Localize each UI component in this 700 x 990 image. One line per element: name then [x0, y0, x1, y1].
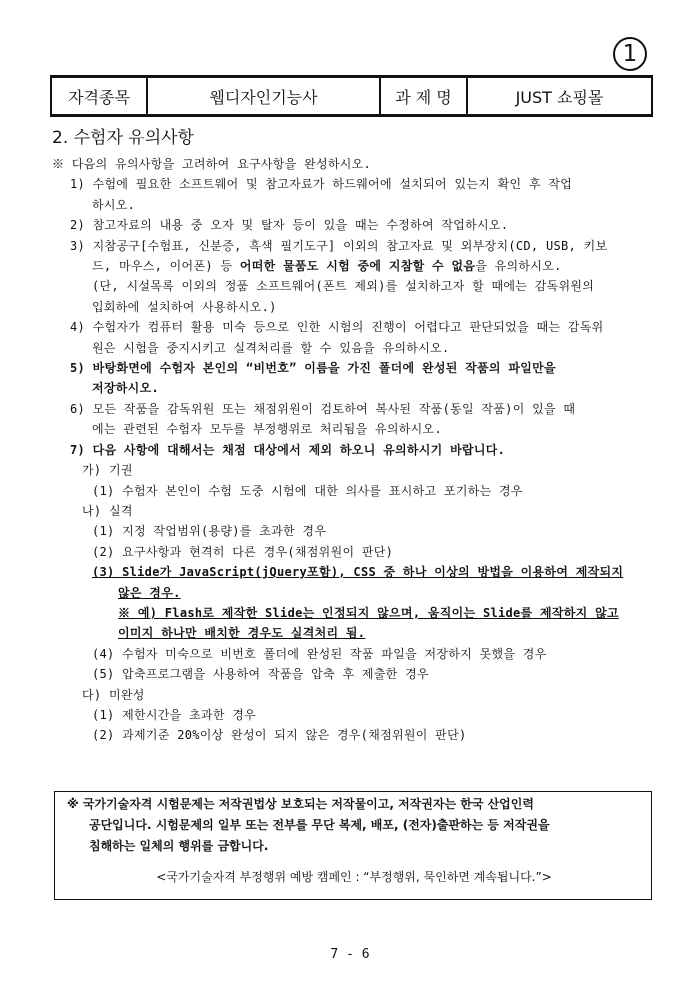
item-7: 7) 다음 사항에 대해서는 채점 대상에서 제외 하오니 유의하시기 바랍니다.	[70, 442, 506, 457]
item-4: 4) 수험자가 컴퓨터 활용 미숙 등으로 인한 시험의 진행이 어렵다고 판단되었을 때는 감독위	[70, 320, 604, 335]
sub-na-3-cont: 않은 경우.	[118, 585, 181, 600]
item-4-cont: 원은 시험을 중지시키고 실격처리를 할 수 있음을 유의하시오.	[92, 340, 450, 355]
sub-na-4: (4) 수험자 미숙으로 비번호 폴더에 완성된 작품 파일을 저장하지 못했을 경우	[92, 646, 547, 661]
item-3-note-cont: 입회하에 설치하여 사용하시오.)	[92, 299, 277, 314]
campaign-line: <국가기술자격 부정행위 예방 캠페인 : “부정행위, 묵인하면 계속됩니다.”>	[156, 870, 552, 884]
sub-da-2: (2) 과제기준 20%이상 완성이 되지 않은 경우(채점위원이 판단)	[92, 728, 467, 743]
item-1-cont: 하시오.	[92, 197, 136, 212]
sub-na-2: (2) 요구사항과 현격히 다른 경우(채점위원이 판단)	[92, 544, 394, 559]
sub-na-3-example: ※ 예) Flash로 제작한 Slide는 인정되지 않으며, 움직이는 Slide를 제작하지 않고	[118, 605, 619, 620]
item-6-cont: 에는 관련된 수험자 모두를 부정행위로 처리됨을 유의하시오.	[92, 422, 442, 437]
item-3-note: (단, 시설목록 이외의 정품 소프트웨어(폰트 제외)를 설치하고자 할 때에는 감독위원의	[92, 279, 595, 294]
task-label: 과 제 명	[380, 77, 467, 116]
sub-na-5: (5) 압축프로그램을 사용하여 작품을 압축 후 제출한 경우	[92, 667, 429, 682]
sub-ga-1: (1) 수험자 본인이 수험 도중 시험에 대한 의사를 표시하고 포기하는 경우	[92, 483, 523, 498]
copyright-notice-box	[54, 791, 652, 900]
item-2: 2) 참고자료의 내용 중 오자 및 탈자 등이 있을 때는 수정하여 작업하시오.	[70, 218, 509, 233]
section-title: 2. 수험자 유의사항	[52, 128, 194, 148]
item-5: 5) 바탕화면에 수험자 본인의 “비번호” 이름을 가진 폴더에 완성된 작품의 파일만을	[70, 361, 556, 376]
notice-line-3: 침해하는 일체의 행위를 금합니다.	[89, 839, 269, 853]
intro-line: ※ 다음의 유의사항을 고려하여 요구사항을 완성하시오.	[52, 157, 372, 171]
qualification-label: 자격종목	[51, 77, 147, 116]
sub-heading-ga: 가) 기권	[82, 463, 133, 478]
page-marker: 1	[613, 37, 647, 71]
task-value: JUST 쇼핑몰	[467, 77, 652, 116]
item-1: 1) 수험에 필요한 소프트웨어 및 참고자료가 하드웨어에 설치되어 있는지 확인 후 작업	[70, 177, 573, 192]
sub-na-3-example-cont: 이미지 하나만 배치한 경우도 실격처리 됨.	[118, 626, 366, 641]
notice-line-2: 공단입니다. 시험문제의 일부 또는 전부를 무단 복제, 배포, (전자)출판하는 등 저작권을	[89, 818, 550, 832]
notice-line-1: ※ 국가기술자격 시험문제는 저작권법상 보호되는 저작물이고, 저작권자는 한국 산업인력	[67, 797, 534, 811]
exam-header-table	[50, 75, 653, 117]
page-number: 7 - 6	[330, 947, 370, 962]
item-5-cont: 저장하시오.	[92, 381, 159, 396]
sub-da-1: (1) 제한시간을 초과한 경우	[92, 707, 257, 722]
sub-heading-da: 다) 미완성	[82, 687, 145, 702]
sub-na-1: (1) 지정 작업범위(용량)를 초과한 경우	[92, 524, 327, 539]
item-6: 6) 모든 작품을 감독위원 또는 채점위원이 검토하여 복사된 작품(동일 작품)이 있을 때	[70, 401, 576, 416]
sub-heading-na: 나) 실격	[82, 503, 133, 518]
item-3: 3) 지참공구[수험표, 신분증, 흑색 필기도구] 이외의 참고자료 및 외부장치(CD, USB, 키보	[70, 238, 608, 253]
sub-na-3: (3) Slide가 JavaScript(jQuery포함), CSS 중 하나 이상의 방법을 이용하여 제작되지	[92, 565, 624, 580]
instructions-body	[52, 154, 654, 746]
item-3-cont: 드, 마우스, 이어폰) 등 어떠한 물품도 시험 중에 지참할 수 없음을 유의하시오.	[92, 259, 562, 274]
qualification-value: 웹디자인기능사	[147, 77, 380, 116]
